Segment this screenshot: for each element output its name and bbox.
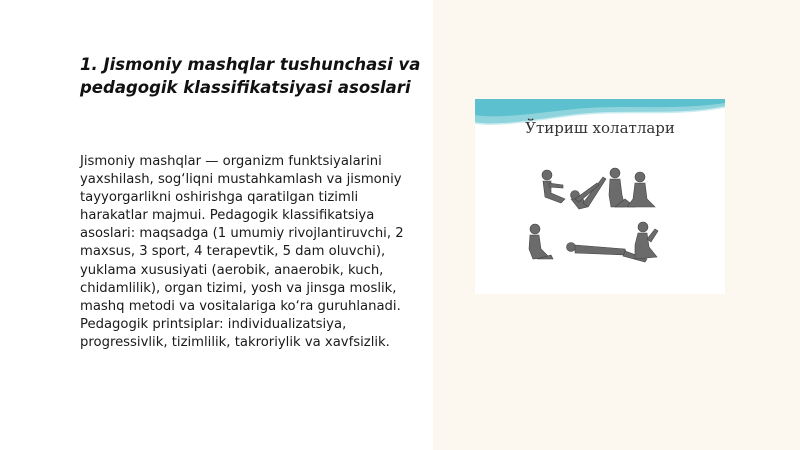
slide-title: 1. Jismoniy mashqlar tushunchasi va pedagogik klassifikatsiyasi asoslari [80, 55, 421, 97]
illustration-caption: Ўтириш холатлари [525, 119, 675, 137]
slide-body-text: Jismoniy mashqlar — organizm funktsiyalarini yaxshilash, sog‘liqni mustahkamlash va jismoniy tayyorgarlikni oshirishga qaratilgan tizimli harakatlar majmui. Pedagogik klassifikatsiya asoslari: maqsadga (1 umumiy rivojlantiruvchi, 2 maxsus, 3 sport, 4 terapevtik, 5 dam oluvchi), yuklama xususiyati (aerobik, anaerobik, kuch, chidamlilik), organ tizimi, yosh va jinsga moslik, mashq metodi va vositalariga ko‘ra guruhlanadi. Pedagogik printsiplar: individualizatsiya, progressivlik, tizimlilik, takroriylik va xavfsizlik. [80, 154, 404, 350]
sitting-poses-illustration [475, 99, 725, 294]
